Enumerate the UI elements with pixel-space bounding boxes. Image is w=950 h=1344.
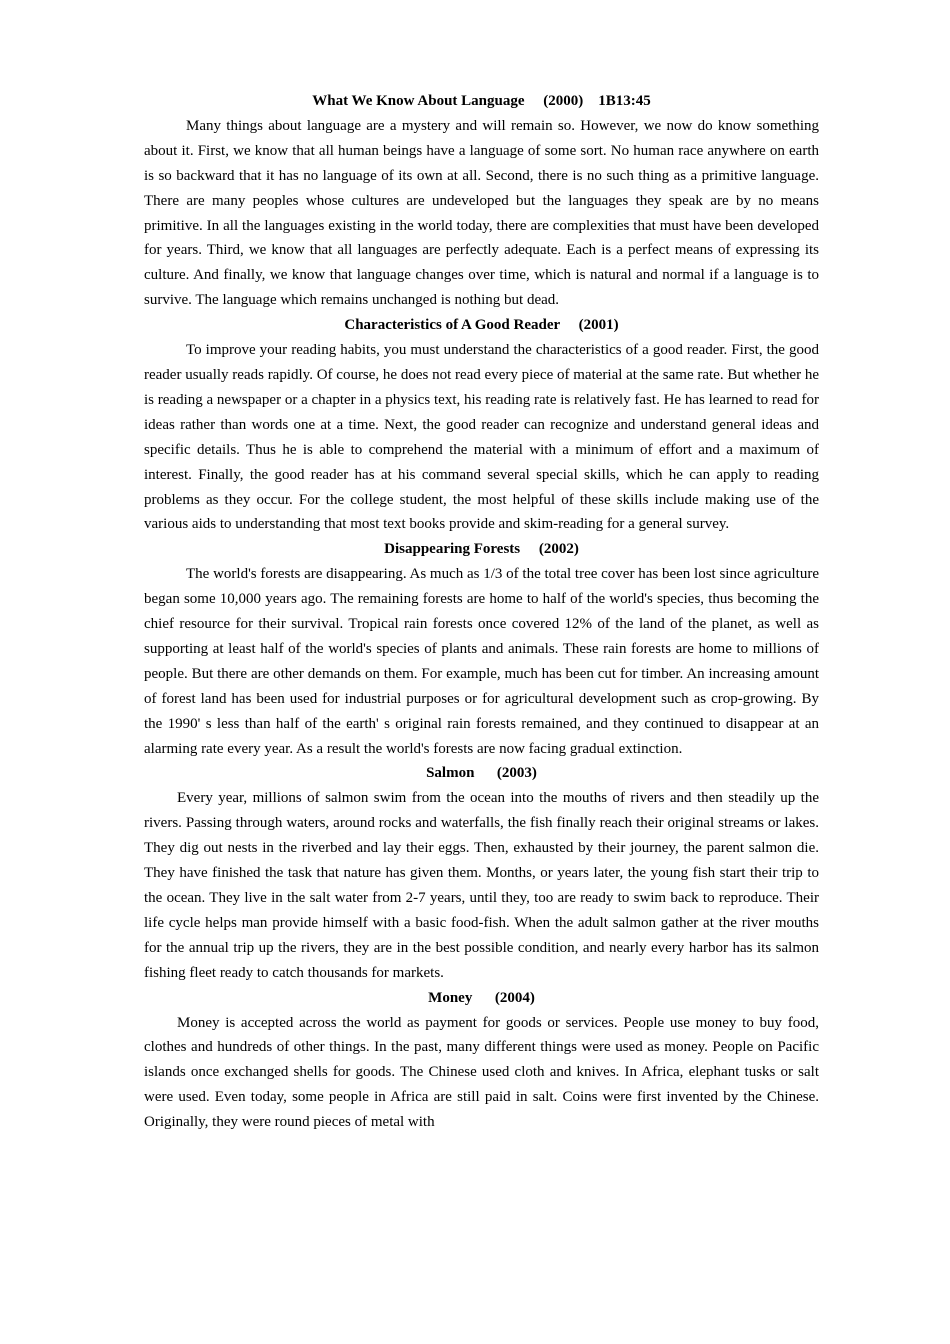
section-title-language: What We Know About Language (2000) 1B13:45 [312,93,651,109]
paragraph-salmon: Every year, millions of salmon swim from the ocean into the mouths of rivers and then steadily up the rivers. Passing through waters, around rocks and waterfalls, the fish finally reach their original streams or lakes. They dig out nests in the riverbed and lay their eggs. Then, exhausted by their journey, the parent salmon die. They have finished the task that nature has given them. Months, or years later, the young fish start their trip to the ocean. They live in the salt water from 2-7 years, until they, too are ready to swim back to reproduce. Their life cycle helps man provide himself with a basic food-fish. When the adult salmon gather at the river mouths for the annual trip up the rivers, they are in the best possible condition, and nearly every harbor has its salmon fishing fleet ready to catch thousands for markets. [144,790,819,981]
paragraph-money: Money is accepted across the world as payment for goods or services. People use money to buy food, clothes and hundreds of other things. In the past, many different things were used as money. People on Pacific islands once exchanged shells for goods. The Chinese used cloth and knives. In Africa, elephant tusks or salt were used. Even today, some people in Africa are still paid in salt. Coins were first invented by the Chinese. Originally, they were round pieces of metal with [144,1014,819,1131]
document-body [144,89,819,1135]
paragraph-language: Many things about language are a mystery and will remain so. However, we now do know something about it. First, we know that all human beings have a language of some sort. No human race anywhere on earth is so backward that it has no language of its own at all. Second, there is no such thing as a primitive language. There are many peoples whose cultures are undeveloped but the languages they speak are by no means primitive. In all the languages existing in the world today, there are complexities that must have been developed for years. Third, we know that all languages are perfectly adequate. Each is a perfect means of expressing its culture. And finally, we know that language changes over time, which is natural and normal if a language is to survive. The language which remains unchanged is nothing but dead. [144,117,819,309]
section-title-salmon: Salmon (2003) [426,765,537,782]
section-title-good-reader: Characteristics of A Good Reader (2001) [344,317,619,334]
section-title-forests: Disappearing Forests (2002) [384,541,579,558]
section-title-money: Money (2004) [428,989,535,1006]
paragraph-forests: The world's forests are disappearing. As much as 1/3 of the total tree cover has been lost since agriculture began some 10,000 years ago. The remaining forests are home to half of the world's species, thus becoming the chief resource for their survival. Tropical rain forests once covered 12% of the land of the planet, as well as supporting at least half of the world's species of plants and animals. These rain forests are home to millions of people. But there are other demands on them. For example, much has been cut for timber. An increasing amount of forest land has been used for industrial purposes or for agricultural development such as crop-growing. By the 1990' s less than half of the earth' s original rain forests remained, and they continued to disappear at an alarming rate every year. As a result the world's forests are now facing gradual extinction. [144,566,819,757]
paragraph-good-reader: To improve your reading habits, you must understand the characteristics of a good reader. First, the good reader usually reads rapidly. Of course, he does not read every piece of material at the same rate. But whether he is reading a newspaper or a chapter in a physics text, his reading rate is relatively fast. He has learned to read for ideas rather than words one at a time. Next, the good reader can recognize and understand general ideas and specific details. Thus he is able to comprehend the material with a minimum of effort and a maximum of interest. Finally, the good reader has at his command several special skills, which he can apply to reading problems as they occur. For the college student, the most helpful of these skills include making use of the various aids to understanding that most text books provide and skim-reading for a general survey. [144,342,819,533]
